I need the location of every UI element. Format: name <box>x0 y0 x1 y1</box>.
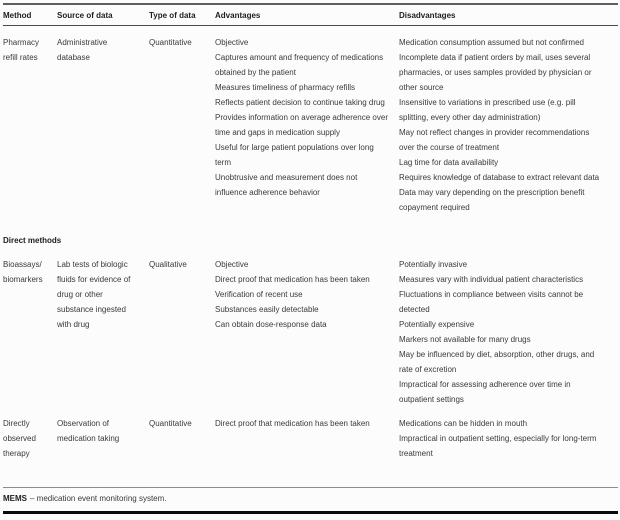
list-item: Insensitive to variations in prescribed use (e.g. pill splitting, every other day administration) <box>399 98 576 122</box>
list-item: Incomplete data if patient orders by mail, uses several pharmacies, or uses samples provided by physician or other source <box>399 53 592 92</box>
type-cell: Quantitative <box>149 419 192 428</box>
advantages-cell <box>215 257 399 407</box>
col-header-source: Source of data <box>57 11 113 20</box>
type-cell: Qualitative <box>149 260 187 269</box>
list-item: May be influenced by diet, absorption, other drugs, and rate of excretion <box>399 350 595 374</box>
col-header-advantages: Advantages <box>215 11 261 20</box>
disadvantages-cell <box>399 416 618 461</box>
list-item: Fluctuations in compliance between visits cannot be detected <box>399 290 584 314</box>
advantages-cell <box>215 416 399 461</box>
footnote-abbreviation: MEMS <box>3 494 27 503</box>
footnote-text: – medication event monitoring system. <box>30 494 167 503</box>
list-item: Medication consumption assumed but not confirmed <box>399 38 584 47</box>
advantages-cell <box>215 35 399 215</box>
method-cell: Bioassays/ biomarkers <box>3 260 43 284</box>
list-item: Direct proof that medication has been taken <box>215 275 370 284</box>
list-item: Objective <box>215 260 249 269</box>
method-cell: Directly observed therapy <box>3 419 36 458</box>
table-body <box>3 26 618 461</box>
method-cell: Pharmacy refill rates <box>3 38 40 62</box>
list-item: Potentially invasive <box>399 260 468 269</box>
list-item: Provides information on average adherence over time and gaps in medication supply <box>215 113 388 137</box>
list-item: Impractical in outpatient setting, especially for long-term treatment <box>399 434 597 458</box>
list-item: Direct proof that medication has been taken <box>215 419 370 428</box>
list-item: Markers not available for many drugs <box>399 335 531 344</box>
list-item: Requires knowledge of database to extract relevant data <box>399 173 600 182</box>
list-item: Measures timeliness of pharmacy refills <box>215 83 356 92</box>
list-item: Unobtrusive and measurement does not influence adherence behavior <box>215 173 358 197</box>
table-row <box>3 35 618 215</box>
list-item: Data may vary depending on the prescription benefit copayment required <box>399 188 585 212</box>
table-header-row <box>3 5 618 26</box>
list-item: Lag time for data availability <box>399 158 499 167</box>
list-item: Substances easily detectable <box>215 305 319 314</box>
list-item: May not reflect changes in provider recommendations over the course of treatment <box>399 128 590 152</box>
type-cell: Quantitative <box>149 38 192 47</box>
footnote-spacer <box>3 461 618 487</box>
table-row <box>3 257 618 407</box>
list-item: Useful for large patient populations over long term <box>215 143 374 167</box>
table-footnote <box>3 487 618 511</box>
source-cell: Lab tests of biologic fluids for evidence of drug or other substance ingested with drug <box>57 260 131 329</box>
list-item: Measures vary with individual patient characteristics <box>399 275 584 284</box>
disadvantages-cell <box>399 35 618 215</box>
list-item: Captures amount and frequency of medications obtained by the patient <box>215 53 384 77</box>
list-item: Medications can be hidden in mouth <box>399 419 528 428</box>
table-row <box>3 416 618 461</box>
col-header-type: Type of data <box>149 11 196 20</box>
col-header-disadvantages: Disadvantages <box>399 11 456 20</box>
list-item: Objective <box>215 38 249 47</box>
list-item: Potentially expensive <box>399 320 475 329</box>
list-item: Impractical for assessing adherence over time in outpatient settings <box>399 380 571 404</box>
source-cell: Observation of medication taking <box>57 419 120 443</box>
list-item: Verification of recent use <box>215 290 303 299</box>
source-cell: Administrative database <box>57 38 108 62</box>
medication-adherence-methods-table <box>3 3 618 514</box>
section-header: Direct methods <box>3 236 62 245</box>
col-header-method: Method <box>3 11 32 20</box>
list-item: Can obtain dose-response data <box>215 320 327 329</box>
disadvantages-cell <box>399 257 618 407</box>
list-item: Reflects patient decision to continue taking drug <box>215 98 385 107</box>
